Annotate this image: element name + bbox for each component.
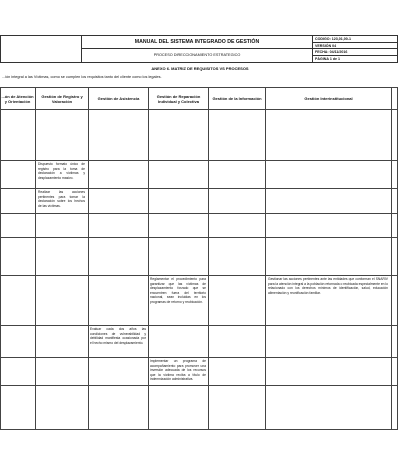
cell-asistencia-vulnerabilidad: Evaluar cada dos años las condiciones de vulnerabilidad y debilidad manifiesta ocasionada por el hecho mismo del desplazamiento. (90, 327, 146, 345)
process-subtitle: PROCESO DIRECCIONAMIENTO ESTRATEGICO (153, 53, 241, 57)
intro-text: ...ión integral a las Víctimas, como se cumplen los requisitos tanto del cliente como los legales. (2, 75, 162, 79)
doc-version: VERSIÓN 04 (313, 43, 398, 50)
col-header-interinstitucional: Gestión Interinstitucional (304, 96, 353, 101)
col-header-asistencia: Gestión de Asistencia (97, 96, 140, 101)
col-header-atencion: ...ón de Atención y Orientación (1, 94, 34, 104)
document-header (0, 35, 398, 63)
col-header-registro: Gestión de Registro y Valoración (41, 94, 83, 104)
cell-reparacion-acompanamiento: Implementar un programa de acompañamiento para promover una inversión adecuada de los recursos que la víctima reciba a título de indemnización administrativa. (150, 359, 206, 382)
cell-registro-formato: Dispuesto formato único de registro para la toma de declaración a víctimas y desplazamiento masivo. (38, 162, 85, 180)
requirements-matrix (0, 87, 398, 430)
cell-registro-declaracion: Realizar las acciones pertinentes para tomar la declaración sobre los hechos de las víctimas. (38, 190, 85, 208)
col-header-reparacion: Gestión de Reparación Individual y Colectiva (156, 94, 201, 104)
annex-title: ANEXO 6. MATRIZ DE REQUISITOS VS PROCESOS (151, 66, 249, 71)
header-titles (82, 36, 313, 62)
doc-page: PÁGINA 1 de 1 (315, 56, 341, 61)
doc-code: CODIGO: 123,01,00-1 (313, 36, 398, 43)
logo-box (1, 36, 82, 62)
header-meta (313, 36, 398, 62)
cell-reparacion-retorno: Reglamentar el procedimiento para garantizar que las víctimas de desplazamiento forzado que se encuentren fuera del territorio nacional, sean incluidas en los programas de retorno y reubicación. (150, 277, 206, 304)
cell-interinstitucional-snariv: Gestionar las acciones pertinentes ante las entidades que conforman el SNARIV para la atención integral a la población retornada o reubicada especialmente en lo relacionado con los derechos mínimos de identificación, salud, educación alimentación y reunificación familiar. (268, 277, 388, 295)
manual-title: MANUAL DEL SISTEMA INTEGRADO DE GESTIÓN (82, 36, 312, 49)
col-header-informacion: Gestión de la Información (212, 96, 262, 101)
doc-date: FECHA: 04/11/2016 (313, 49, 398, 56)
